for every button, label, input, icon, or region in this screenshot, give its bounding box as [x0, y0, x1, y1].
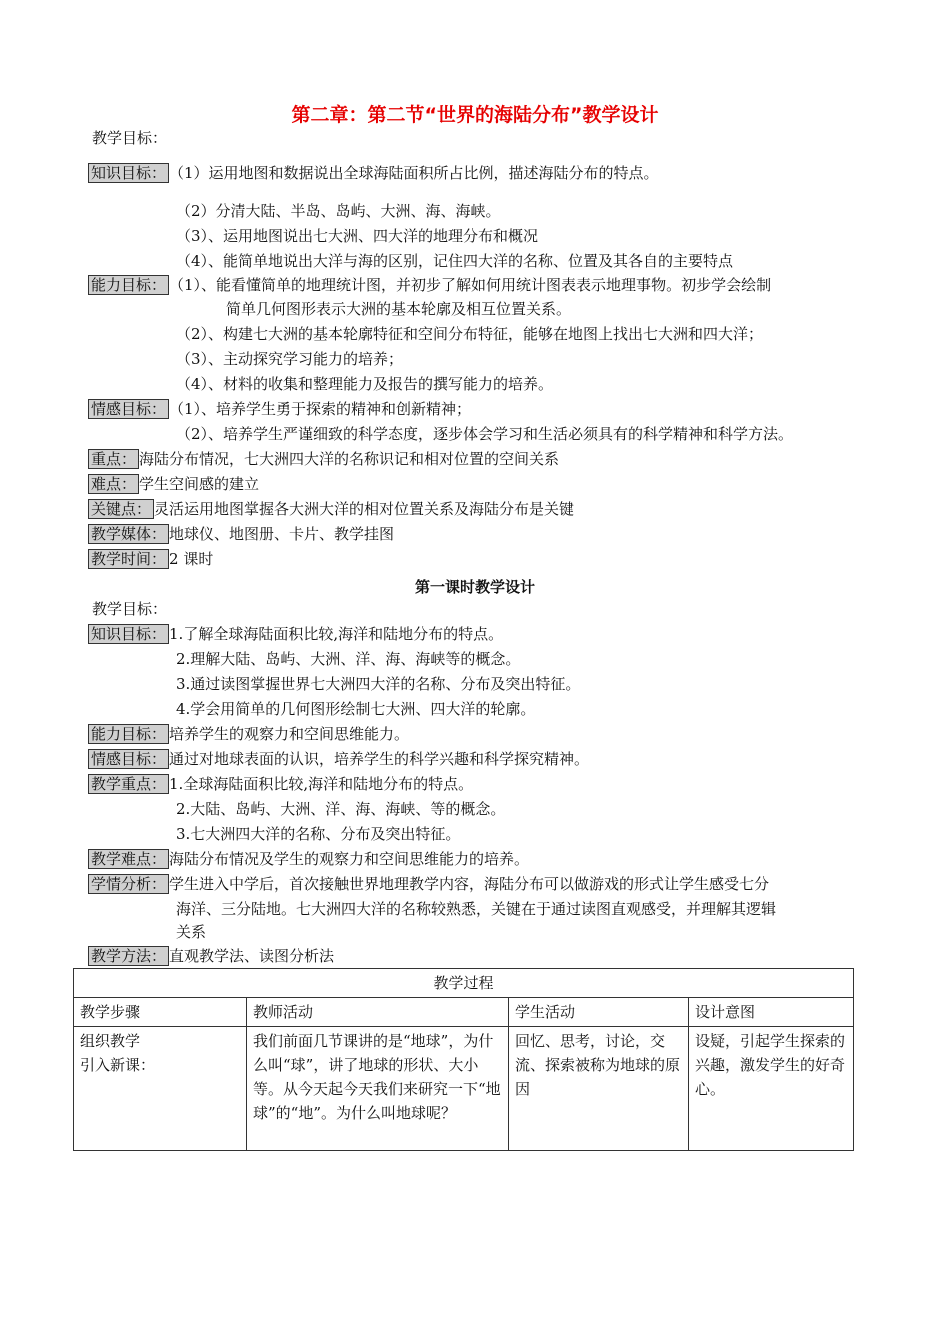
ability-goal-4: （4）、材料的收集和整理能力及报告的撰写能力的培养。 [176, 375, 554, 393]
emotion-goal-1: （1）、培养学生勇于探索的精神和创新精神； [169, 400, 472, 418]
lesson1-analysis-3: 关系 [176, 923, 207, 941]
media-text: 地球仪、地图册、卡片、教学挂图 [169, 525, 395, 543]
crux-tag: 关键点： [88, 499, 154, 519]
header-student: 学生活动 [509, 998, 689, 1027]
header-step: 教学步骤 [74, 998, 247, 1027]
time-tag: 教学时间： [88, 549, 169, 569]
lesson1-analysis-1: 学生进入中学后，首次接触世界地理教学内容，海陆分布可以做游戏的形式让学生感受七分 [169, 875, 770, 893]
lesson1-difficulty-text: 海陆分布情况及学生的观察力和空间思维能力的培养。 [169, 850, 530, 868]
cell-teacher: 我们前面几节课讲的是“地球”，为什么叫“球”，讲了地球的形状、大小等。从今天起今天我们来研究一下“地球”的“地”。为什么叫地球呢？ [247, 1027, 509, 1151]
step-line-2: 引入新课： [80, 1056, 156, 1074]
lesson1-method-tag: 教学方法： [88, 946, 169, 966]
knowledge-goal-3: （3）、运用地图说出七大洲、四大洋的地理分布和概况 [176, 227, 539, 245]
lesson1-knowledge-2: 2.理解大陆、岛屿、大洲、洋、海、海峡等的概念。 [176, 650, 521, 668]
media-tag: 教学媒体： [88, 524, 169, 544]
key-points-text: 海陆分布情况，七大洲四大洋的名称识记和相对位置的空间关系 [139, 450, 560, 468]
lesson1-key-2: 2.大陆、岛屿、大洲、洋、海、海峡、等的概念。 [176, 800, 506, 818]
crux-text: 灵活运用地图掌握各大洲大洋的相对位置关系及海陆分布是关键 [154, 500, 575, 518]
lesson1-emotion-line [88, 749, 589, 769]
difficulty-tag: 难点： [88, 474, 139, 494]
cell-intent: 设疑，引起学生探索的兴趣，激发学生的好奇心。 [689, 1027, 854, 1151]
crux-line [88, 499, 574, 519]
cell-student: 回忆、思考，讨论，交流、探索被称为地球的原因 [509, 1027, 689, 1151]
lesson1-method-text: 直观教学法、读图分析法 [169, 947, 335, 965]
table-caption: 教学过程 [74, 969, 854, 998]
ability-goal-1: （1）、能看懂简单的地理统计图，并初步了解如何用统计图表表示地理事物。初步学会绘制 [169, 276, 772, 294]
knowledge-goals-line-1 [88, 163, 659, 183]
lesson1-title: 第一课时教学设计 [414, 578, 535, 596]
lesson1-knowledge-4: 4.学会用简单的几何图形绘制七大洲、四大洋的轮廓。 [176, 700, 536, 718]
table-caption-row [74, 969, 854, 998]
lesson1-key-3: 3.七大洲四大洋的名称、分布及突出特征。 [176, 825, 461, 843]
goals-heading: 教学目标： [92, 129, 168, 147]
document-title: 第二章：第二节“世界的海陆分布”教学设计 [291, 104, 659, 126]
lesson1-analysis-line-1 [88, 874, 769, 894]
lesson1-ability-line [88, 724, 409, 744]
lesson1-method-line [88, 946, 334, 966]
lesson1-ability-tag: 能力目标： [88, 724, 169, 744]
knowledge-goal-1: （1）运用地图和数据说出全球海陆面积所占比例，描述海陆分布的特点。 [169, 164, 659, 182]
lesson1-knowledge-tag: 知识目标： [88, 624, 169, 644]
lesson1-analysis-tag: 学情分析： [88, 874, 169, 894]
emotion-goals-line-1 [88, 399, 471, 419]
header-intent: 设计意图 [689, 998, 854, 1027]
table-row [74, 1027, 854, 1151]
lesson1-key-1: 1.全球海陆面积比较,海洋和陆地分布的特点。 [169, 775, 474, 793]
emotion-goal-2: （2）、培养学生严谨细致的科学态度，逐步体会学习和生活必须具有的科学精神和科学方法。 [176, 425, 794, 443]
ability-goal-2: （2）、构建七大洲的基本轮廓特征和空间分布特征，能够在地图上找出七大洲和四大洋； [176, 325, 764, 343]
difficulty-line [88, 474, 259, 494]
time-text: 2 课时 [169, 550, 214, 568]
process-table [73, 968, 854, 1151]
ability-goals-tag: 能力目标： [88, 275, 169, 295]
lesson1-difficulty-tag: 教学难点： [88, 849, 169, 869]
knowledge-goal-2: （2）分清大陆、半岛、岛屿、大洲、海、海峡。 [176, 202, 501, 220]
ability-goal-3: （3）、主动探究学习能力的培养； [176, 350, 404, 368]
knowledge-goal-4: （4）、能简单地说出大洋与海的区别，记住四大洋的名称、位置及其各自的主要特点 [176, 252, 734, 270]
lesson1-goals-heading: 教学目标： [92, 600, 168, 618]
knowledge-goals-tag: 知识目标： [88, 163, 169, 183]
lesson1-ability-text: 培养学生的观察力和空间思维能力。 [169, 725, 410, 743]
cell-step [74, 1027, 247, 1151]
step-line-1: 组织教学 [80, 1032, 141, 1050]
key-points-line [88, 449, 559, 469]
lesson1-key-line-1 [88, 774, 473, 794]
media-line [88, 524, 394, 544]
lesson1-analysis-2: 海洋、三分陆地。七大洲四大洋的名称较熟悉，关键在于通过读图直观感受，并理解其逻辑 [176, 900, 777, 918]
lesson1-knowledge-1: 1.了解全球海陆面积比较,海洋和陆地分布的特点。 [169, 625, 504, 643]
lesson1-key-tag: 教学重点： [88, 774, 169, 794]
lesson1-emotion-text: 通过对地球表面的认识，培养学生的科学兴趣和科学探究精神。 [169, 750, 590, 768]
time-line [88, 549, 213, 569]
difficulty-text: 学生空间感的建立 [139, 475, 260, 493]
table-header-row [74, 998, 854, 1027]
ability-goal-1-cont: 简单几何图形表示大洲的基本轮廓及相互位置关系。 [226, 300, 572, 318]
emotion-goals-tag: 情感目标： [88, 399, 169, 419]
lesson1-knowledge-3: 3.通过读图掌握世界七大洲四大洋的名称、分布及突出特征。 [176, 675, 581, 693]
lesson1-knowledge-line-1 [88, 624, 503, 644]
header-teacher: 教师活动 [247, 998, 509, 1027]
lesson1-emotion-tag: 情感目标： [88, 749, 169, 769]
key-points-tag: 重点： [88, 449, 139, 469]
ability-goals-line-1 [88, 275, 771, 295]
lesson1-difficulty-line [88, 849, 529, 869]
